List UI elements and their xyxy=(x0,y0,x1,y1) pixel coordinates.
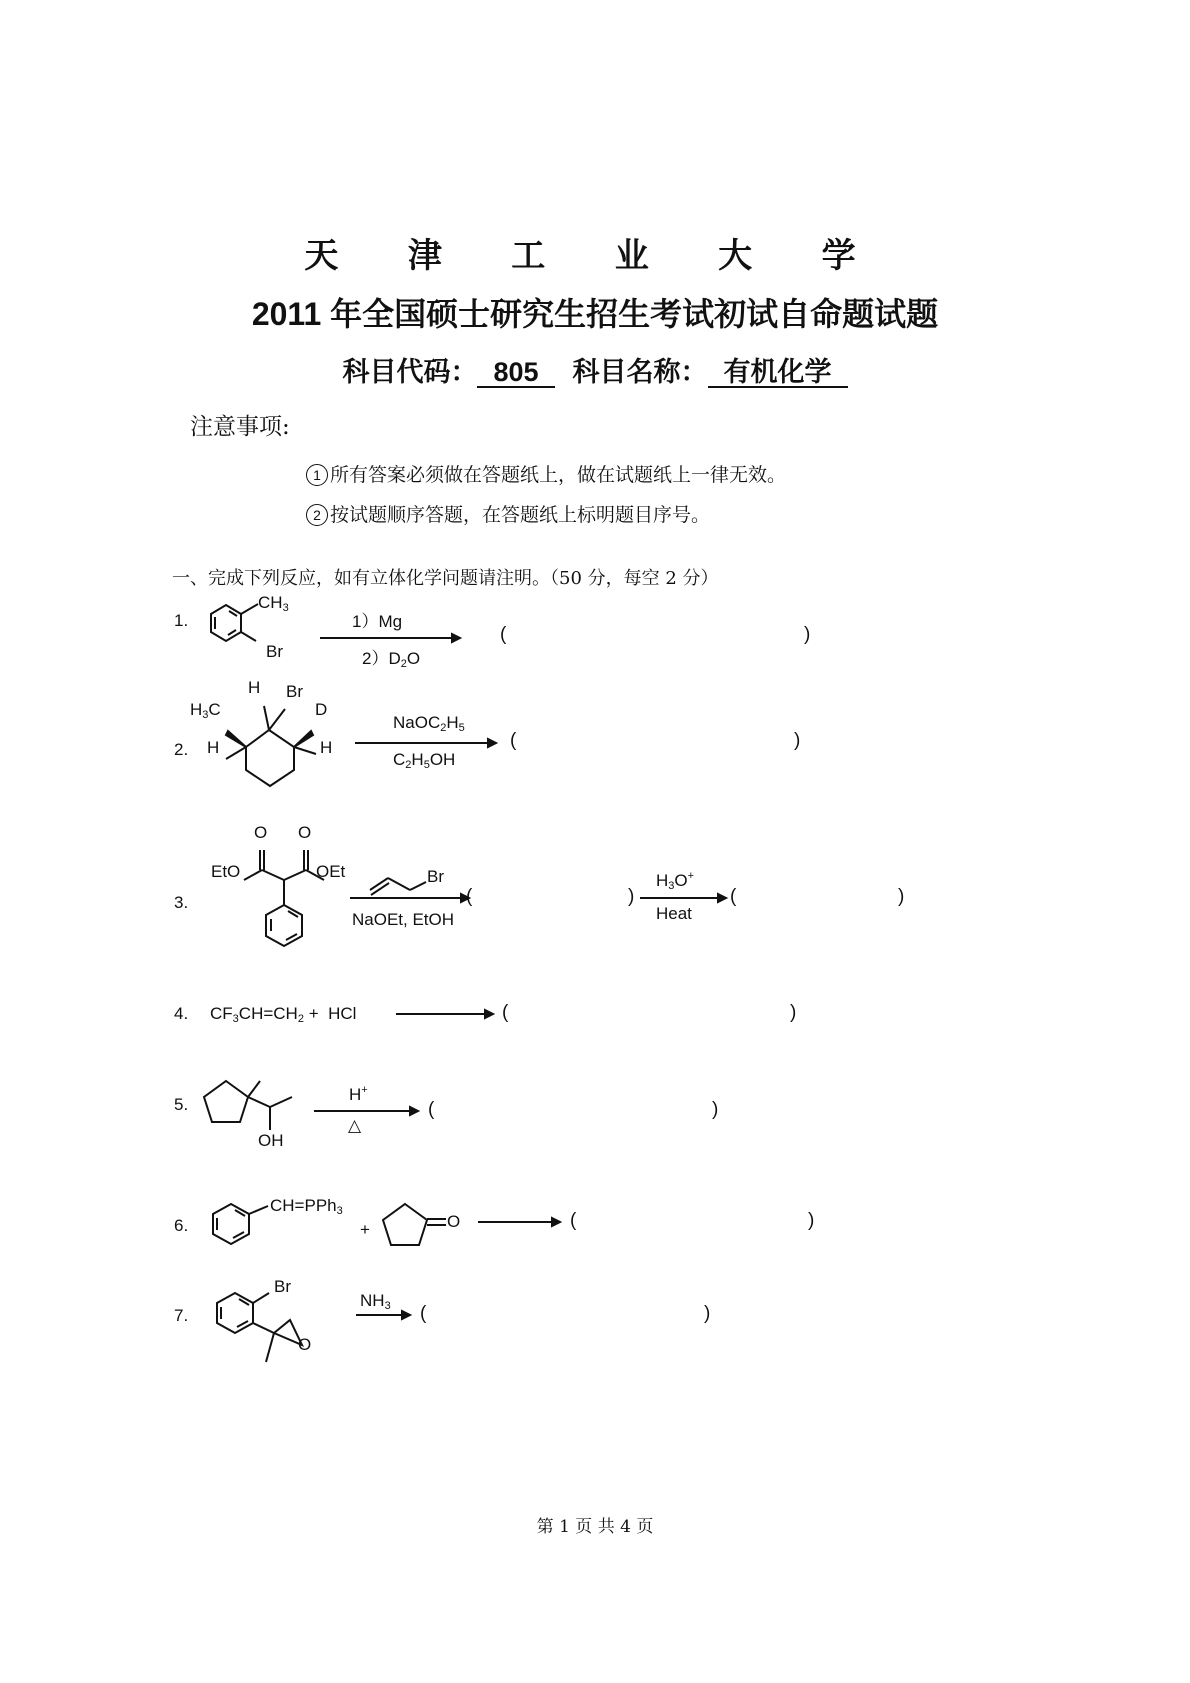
university-name: 天 津 工 业 大 学 xyxy=(304,237,886,275)
p6-cyclopentanone xyxy=(383,1204,446,1245)
p2-h-bond xyxy=(264,706,269,730)
p6-label-o: O xyxy=(447,1212,461,1231)
answer-blank-open: ( xyxy=(730,886,737,907)
p3-label-o-right: O xyxy=(298,823,312,842)
p5-methyl-bond xyxy=(248,1081,260,1097)
subject-name-label: 科目名称： xyxy=(572,357,708,387)
p3-reagent-h3o: $H_3O^+$ xyxy=(656,870,695,892)
circled-number: 1 xyxy=(306,464,328,486)
p6-benzene-ring xyxy=(213,1204,268,1244)
p2-cyclohexane xyxy=(226,706,316,786)
answer-blank-open: ( xyxy=(500,624,507,645)
p2-reagent-1: $NaOC_2H_5$ xyxy=(393,713,465,734)
p3-label-br: Br xyxy=(427,867,444,886)
p2-wedge-d xyxy=(294,731,313,747)
p6-arrow-head xyxy=(552,1218,560,1226)
problem-number: 6. xyxy=(174,1216,189,1235)
answer-blank-close: ) xyxy=(628,886,635,907)
p7-arrow-head xyxy=(402,1311,410,1319)
p7-reagent-nh3: $NH_3$ xyxy=(360,1291,391,1312)
problem-number: 4. xyxy=(174,1004,189,1023)
p3-label-oet: OEt xyxy=(316,862,346,881)
p1-label-ch3: $CH_3$ xyxy=(258,593,289,614)
p1-reagent-1: 1）Mg xyxy=(352,612,403,631)
answer-blank-open: ( xyxy=(428,1099,435,1120)
p4-arrow-head xyxy=(485,1010,493,1018)
p3-malonate xyxy=(244,850,324,946)
p5-label-oh: OH xyxy=(258,1131,284,1150)
answer-blank-close: ) xyxy=(808,1210,815,1231)
p2-label-br: Br xyxy=(286,682,303,701)
p7-br-bond xyxy=(253,1293,269,1303)
answer-blank-close: ) xyxy=(898,886,905,907)
p1-arrow-head xyxy=(452,634,460,642)
problem-number: 3. xyxy=(174,893,189,912)
p3-label-eto: EtO xyxy=(211,862,241,881)
p2-label-h3c: $H_3C$ xyxy=(190,700,221,721)
page-footer: 第 1 页 共 4 页 xyxy=(536,1517,654,1537)
p2-wedge-ch3 xyxy=(226,731,246,747)
p1-methyl-bond xyxy=(241,604,258,614)
p2-label-h-left: H xyxy=(207,738,220,757)
answer-blank-close: ) xyxy=(804,624,811,645)
answer-blank-close: ) xyxy=(704,1303,711,1324)
subject-code-label: 科目代码： xyxy=(342,357,478,387)
problem-number: 5. xyxy=(174,1095,189,1114)
answer-blank-close: ) xyxy=(712,1099,719,1120)
exam-title: 2011 年全国硕士研究生招生考试初试自命题试题 xyxy=(251,296,939,332)
p2-br-bond xyxy=(269,709,285,730)
p3-label-o-left: O xyxy=(254,823,268,842)
p6-label-plus: + xyxy=(360,1220,370,1239)
p1-reagent-2: $2)D_2O$ xyxy=(362,649,421,670)
p3-reagent-heat: Heat xyxy=(656,904,692,923)
p2-arrow-head xyxy=(488,739,496,747)
answer-blank-open: ( xyxy=(420,1303,427,1324)
circled-number: 2 xyxy=(306,504,328,526)
p5-cyclopentane xyxy=(204,1081,292,1130)
p7-methyl-bond xyxy=(266,1333,274,1362)
p2-label-h: H xyxy=(248,678,261,697)
problem-number: 7. xyxy=(174,1306,189,1325)
p7-label-o: O xyxy=(298,1335,312,1354)
p2-label-h-right: H xyxy=(320,738,333,757)
problem-number: 2. xyxy=(174,740,189,759)
problem-number: 1. xyxy=(174,611,189,630)
p3-reagent-base: NaOEt, EtOH xyxy=(352,910,455,929)
p7-label-br: Br xyxy=(274,1277,291,1296)
section-heading: 一、完成下列反应，如有立体化学问题请注明。（50 分，每空 2 分） xyxy=(172,568,719,589)
subject-code: 805 xyxy=(477,359,554,388)
answer-blank-open: ( xyxy=(570,1210,577,1231)
answer-blank-close: ) xyxy=(790,1002,797,1023)
p7-benzene-ring xyxy=(217,1293,302,1362)
notice-text: 按试题顺序答题，在答题纸上标明题目序号。 xyxy=(330,504,711,526)
p3-allyl-bromide xyxy=(370,878,426,895)
p1-br-bond xyxy=(241,632,256,641)
p5-arrow-head xyxy=(410,1107,418,1115)
answer-blank-open: ( xyxy=(502,1002,509,1023)
p5-reagent-acid: H+ xyxy=(349,1084,368,1104)
notice-title: 注意事项: xyxy=(190,414,290,440)
p3-arrow-2-head xyxy=(718,894,726,902)
p2-reagent-2: $C_2H_5OH$ xyxy=(393,750,456,771)
subject-name: 有机化学 xyxy=(708,359,848,388)
answer-blank-open: ( xyxy=(466,886,473,907)
p4-reactants: $CF_3CH=CH_2$ + HCl xyxy=(210,1004,357,1025)
notice-text: 所有答案必须做在答题纸上，做在试题纸上一律无效。 xyxy=(330,464,787,486)
p1-benzene-ring xyxy=(211,604,258,641)
p1-label-br: Br xyxy=(266,642,283,661)
p5-reagent-heat: △ xyxy=(348,1116,362,1135)
answer-blank-close: ) xyxy=(794,730,801,751)
p6-label-ylide: CH=PPh$_3$ xyxy=(270,1196,343,1217)
p2-label-d: D xyxy=(315,700,328,719)
answer-blank-open: ( xyxy=(510,730,517,751)
